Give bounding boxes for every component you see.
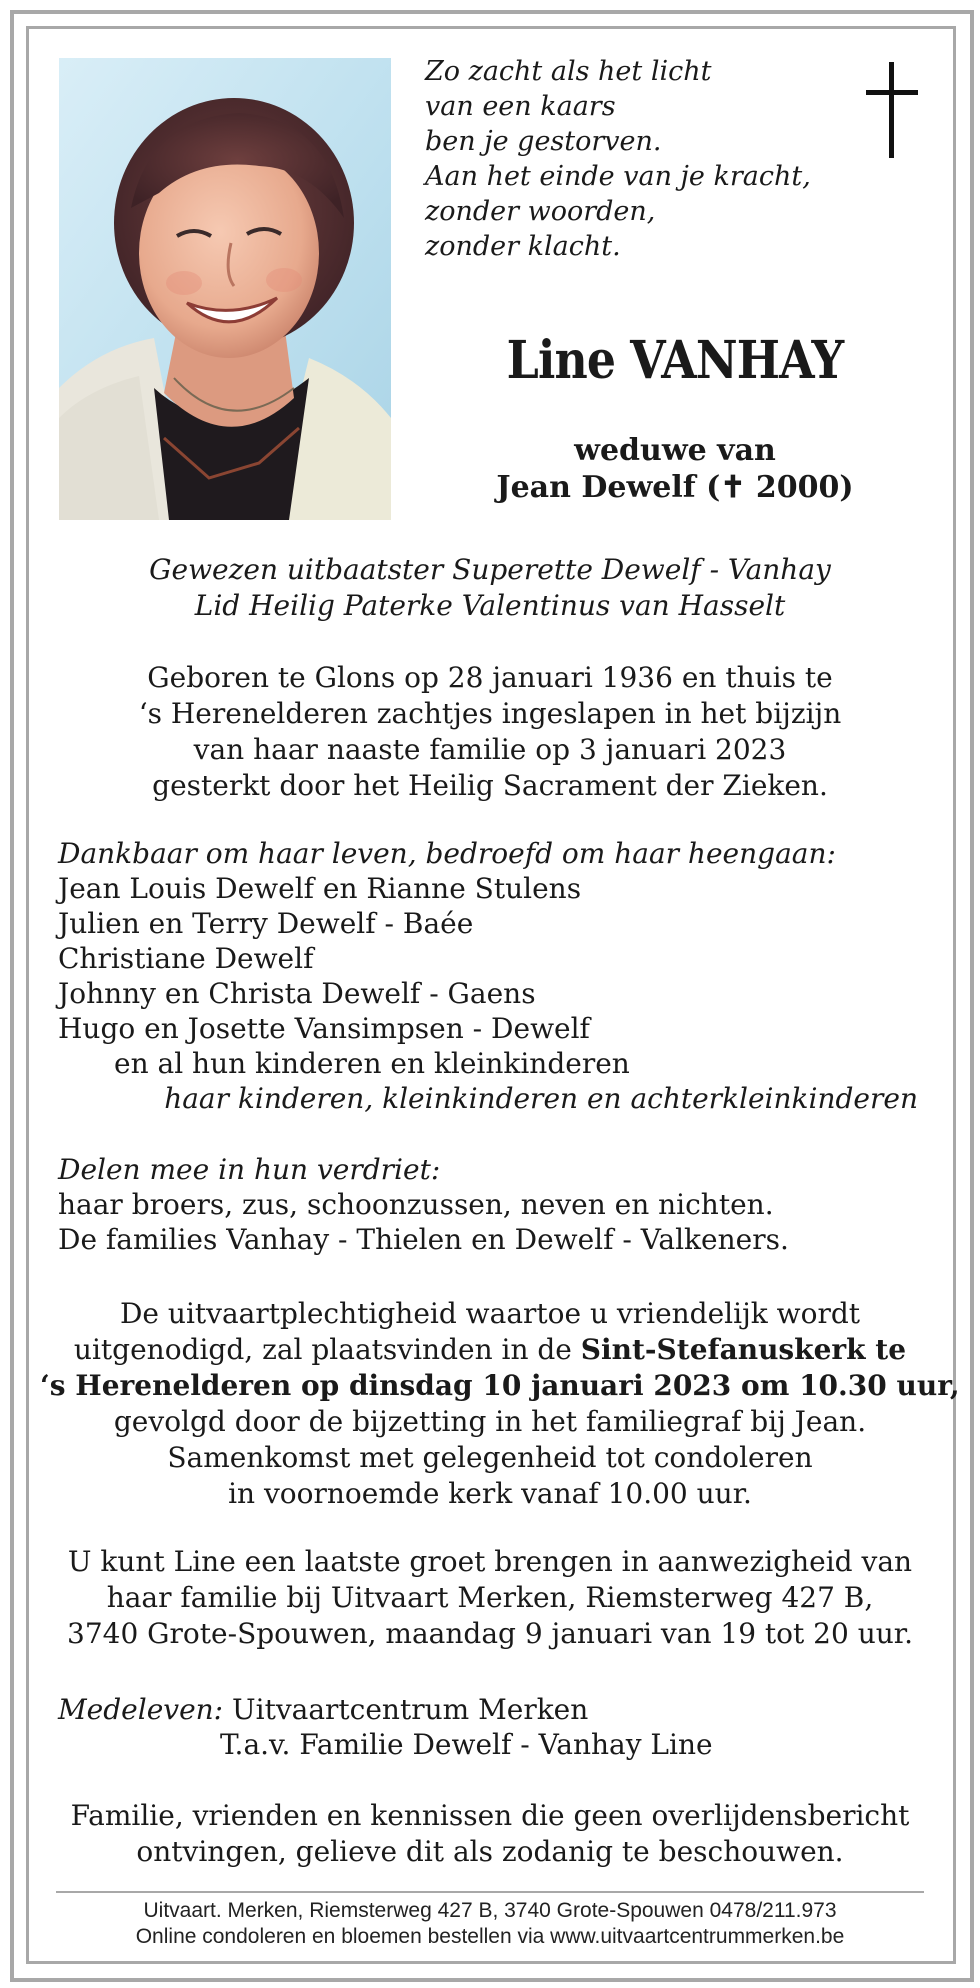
poem-line: zonder klacht. <box>425 231 621 262</box>
condolences-block <box>58 1692 938 1762</box>
condolences-recipient: Uitvaartcentrum Merken <box>232 1693 589 1726</box>
family-member: Jean Louis Dewelf en Rianne Stulens <box>58 872 582 905</box>
poem <box>425 54 845 264</box>
footer-address: Uitvaart. Merken, Riemsterweg 427 B, 3740 Grote-Spouwen 0478/211.973 <box>143 1899 837 1922</box>
birth-death <box>40 660 940 804</box>
poem-line: Zo zacht als het licht <box>425 56 712 87</box>
funeral-line: in voornoemde kerk vanaf 10.00 uur. <box>228 1477 752 1510</box>
family-relation: haar kinderen, kleinkinderen en achterkleinkinderen <box>164 1082 918 1115</box>
spouse-name: Jean Dewelf (✝ 2000) <box>496 470 854 505</box>
closing-line: ontvingen, gelieve dit als zodanig te beschouwen. <box>136 1835 844 1868</box>
visitation-block <box>40 1544 940 1652</box>
funeral-line <box>40 1368 960 1404</box>
condolences-line <box>58 1692 938 1727</box>
portrait-photo <box>59 58 391 520</box>
footer-divider <box>56 1891 924 1893</box>
family-intro: Dankbaar om haar leven, bedroefd om haar heengaan: <box>58 837 836 870</box>
funeral-line: gevolgd door de bijzetting in het familiegraf bij Jean. <box>113 1405 867 1438</box>
role-line: Lid Heilig Paterke Valentinus van Hasselt <box>194 589 786 622</box>
sharing-line: haar broers, zus, schoonzussen, neven en nichten. <box>58 1188 774 1221</box>
funeral-line-plain: uitgenodigd, zal plaatsvinden in de <box>73 1333 581 1366</box>
family-block <box>58 836 938 1116</box>
condolences-label: Medeleven: <box>58 1693 224 1726</box>
visitation-line: U kunt Line een laatste groet brengen in aanwezigheid van <box>67 1545 913 1578</box>
deceased-name: Line VANHAY <box>506 330 844 391</box>
role-line: Gewezen uitbaatster Superette Dewelf - Vanhay <box>149 553 831 586</box>
family-member: Hugo en Josette Vansimpsen - Dewelf <box>58 1012 590 1045</box>
funeral-date-time: ‘s Herenelderen op dinsdag 10 januari 2023 om 10.30 uur, <box>40 1369 960 1402</box>
poem-line: zonder woorden, <box>425 196 656 227</box>
grandchildren-line: en al hun kinderen en kleinkinderen <box>114 1047 630 1080</box>
closing-line: Familie, vrienden en kennissen die geen overlijdensbericht <box>70 1799 910 1832</box>
birth-death-line: ‘s Herenelderen zachtjes ingeslapen in het bijzijn <box>138 697 842 730</box>
widow-label: weduwe van <box>574 433 776 468</box>
church-name: Sint-Stefanuskerk te <box>580 1333 907 1366</box>
funeral-line <box>40 1332 940 1368</box>
birth-death-line: Geboren te Glons op 28 januari 1936 en thuis te <box>147 661 833 694</box>
birth-death-line: gesterkt door het Heilig Sacrament der Zieken. <box>152 769 828 802</box>
funeral-line: Samenkomst met gelegenheid tot condoleren <box>167 1441 813 1474</box>
closing-block <box>40 1798 940 1870</box>
footer <box>40 1898 940 1950</box>
sharing-intro: Delen mee in hun verdriet: <box>58 1153 441 1186</box>
family-member: Christiane Dewelf <box>58 942 314 975</box>
family-member: Johnny en Christa Dewelf - Gaens <box>58 977 536 1010</box>
visitation-line: 3740 Grote-Spouwen, maandag 9 januari van 19 tot 20 uur. <box>67 1617 913 1650</box>
condolences-attention: T.a.v. Familie Dewelf - Vanhay Line <box>220 1728 713 1761</box>
birth-death-line: van haar naaste familie op 3 januari 2023 <box>193 733 787 766</box>
sharing-line: De families Vanhay - Thielen en Dewelf - Valkeners. <box>58 1223 789 1256</box>
sharing-block <box>58 1152 938 1257</box>
cross-icon <box>860 60 924 160</box>
poem-line: ben je gestorven. <box>425 126 662 157</box>
funeral-line: De uitvaartplechtigheid waartoe u vriendelijk wordt <box>119 1297 861 1330</box>
funeral-block <box>40 1296 960 1512</box>
widow-block <box>430 432 920 506</box>
family-member: Julien en Terry Dewelf - Baée <box>58 907 474 940</box>
visitation-line: haar familie bij Uitvaart Merken, Riemsterweg 427 B, <box>106 1581 874 1614</box>
footer-website: Online condoleren en bloemen bestellen via www.uitvaartcentrummerken.be <box>135 1925 845 1948</box>
poem-line: Aan het einde van je kracht, <box>425 161 811 192</box>
poem-line: van een kaars <box>425 91 616 122</box>
roles <box>40 552 940 624</box>
